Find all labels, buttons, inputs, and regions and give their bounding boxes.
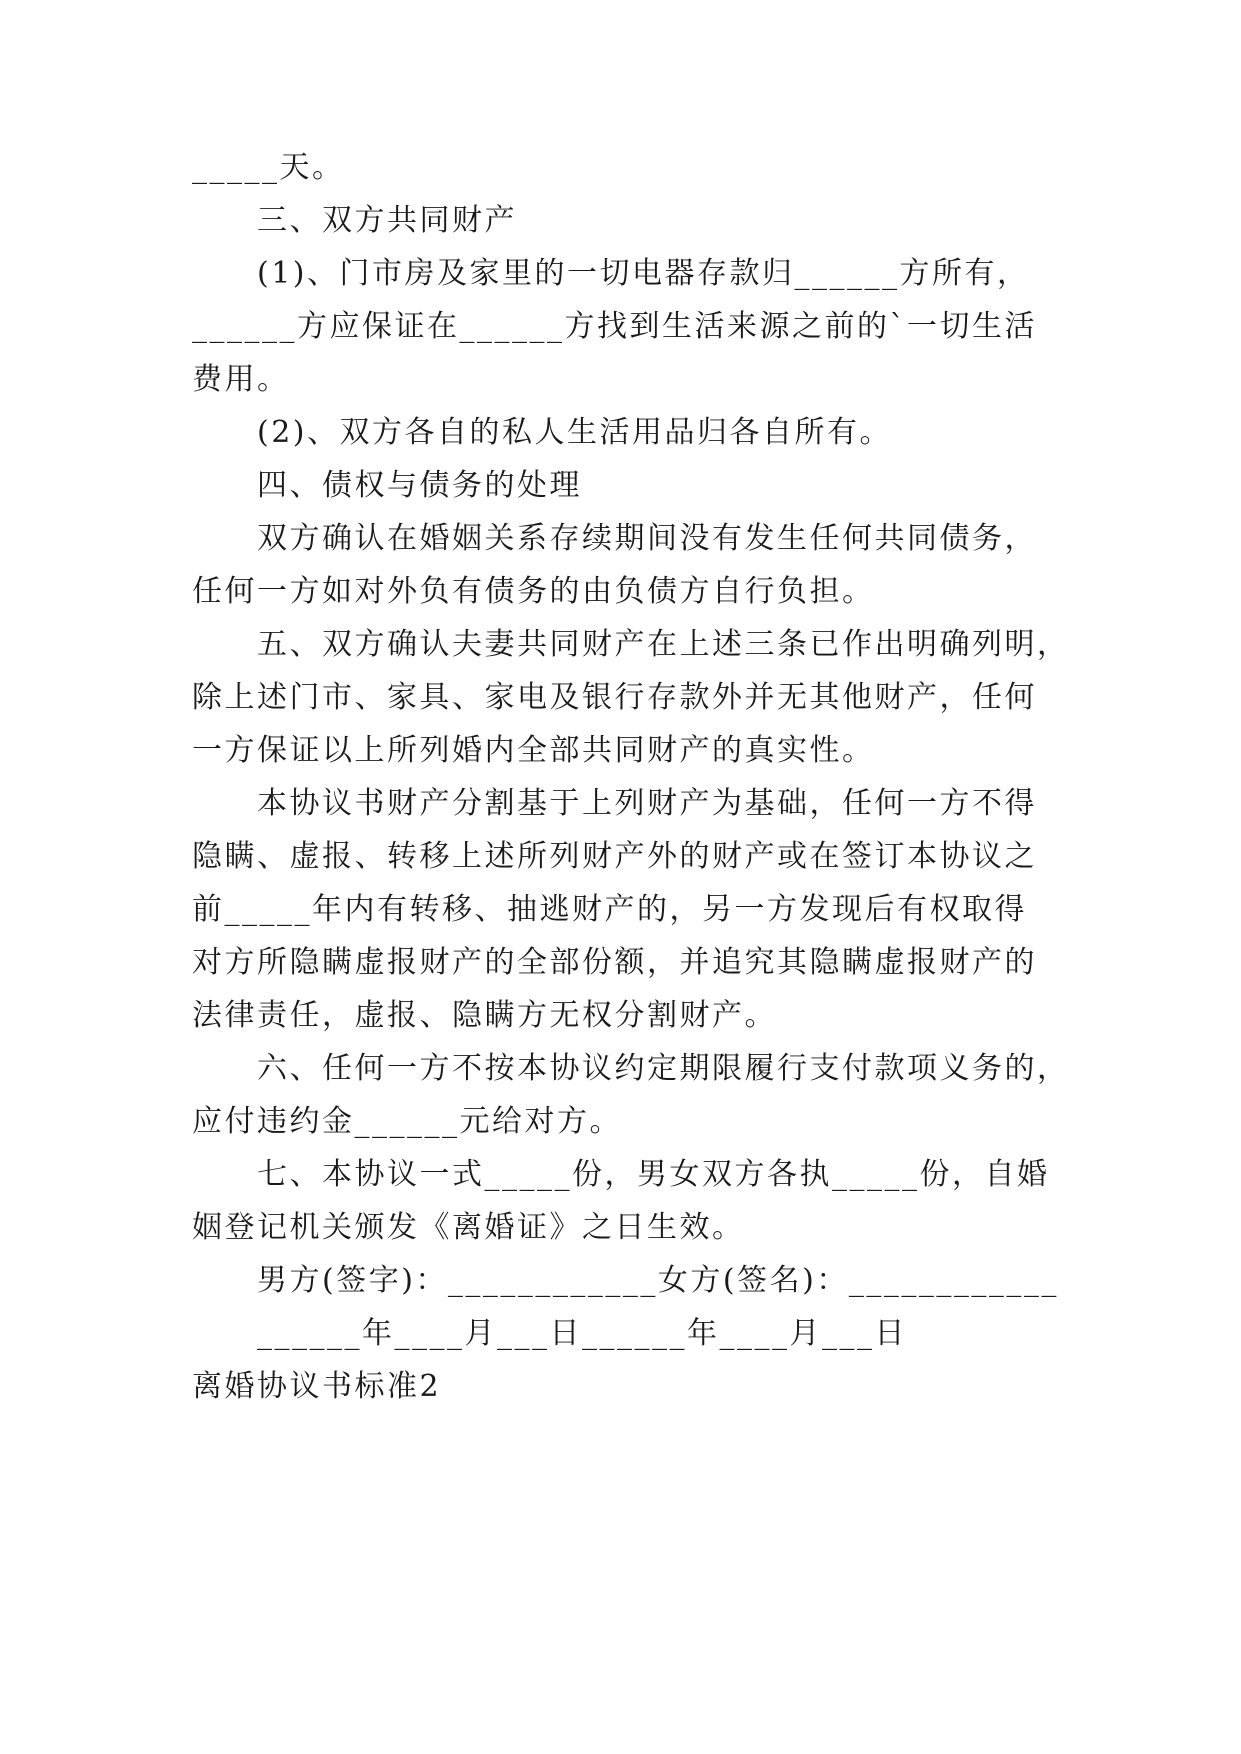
text-line: 姻登记机关颁发《离婚证》之日生效。 — [192, 1210, 745, 1245]
text-line: 前_____年内有转移、抽逃财产的，另一方发现后有权取得 — [192, 892, 1027, 927]
section-heading: 四、债权与债务的处理 — [257, 468, 582, 503]
text-line: 六、任何一方不按本协议约定期限履行支付款项义务的， — [257, 1051, 1070, 1086]
text-line: 除上述门市、家具、家电及银行存款外并无其他财产，任何 — [192, 680, 1037, 715]
section-heading: 三、双方共同财产 — [257, 203, 517, 238]
text-line: 双方确认在婚姻关系存续期间没有发生任何共同债务， — [257, 521, 1037, 556]
document-subtitle: 离婚协议书标准2 — [192, 1369, 442, 1404]
text-line: 隐瞒、虚报、转移上述所列财产外的财产或在签订本协议之 — [192, 839, 1037, 874]
text-line: 七、本协议一式_____份，男女双方各执_____份，自婚 — [257, 1157, 1050, 1192]
text-line: (2)、双方各自的私人生活用品归各自所有。 — [257, 415, 892, 450]
text-line: 五、双方确认夫妻共同财产在上述三条已作出明确列明， — [257, 627, 1070, 662]
text-line: 本协议书财产分割基于上列财产为基础，任何一方不得 — [257, 786, 1037, 821]
text-line: (1)、门市房及家里的一切电器存款归______方所有， — [257, 256, 1030, 291]
date-line: ______年____月___日______年____月___日 — [257, 1316, 907, 1351]
text-line: 费用。 — [192, 362, 290, 397]
text-line: 一方保证以上所列婚内全部共同财产的真实性。 — [192, 733, 875, 768]
text-line: 对方所隐瞒虚报财产的全部份额，并追究其隐瞒虚报财产的 — [192, 945, 1037, 980]
text-line: 任何一方如对外负有债务的由负债方自行负担。 — [192, 574, 875, 609]
text-line: ______方应保证在______方找到生活来源之前的`一切生活 — [192, 309, 1037, 344]
text-line: 法律责任，虚报、隐瞒方无权分割财产。 — [192, 998, 777, 1033]
signature-line: 男方(签字)：____________女方(签名)：____________ — [257, 1263, 1059, 1298]
text-line: _____天。 — [192, 150, 345, 185]
text-line: 应付违约金______元给对方。 — [192, 1104, 622, 1139]
